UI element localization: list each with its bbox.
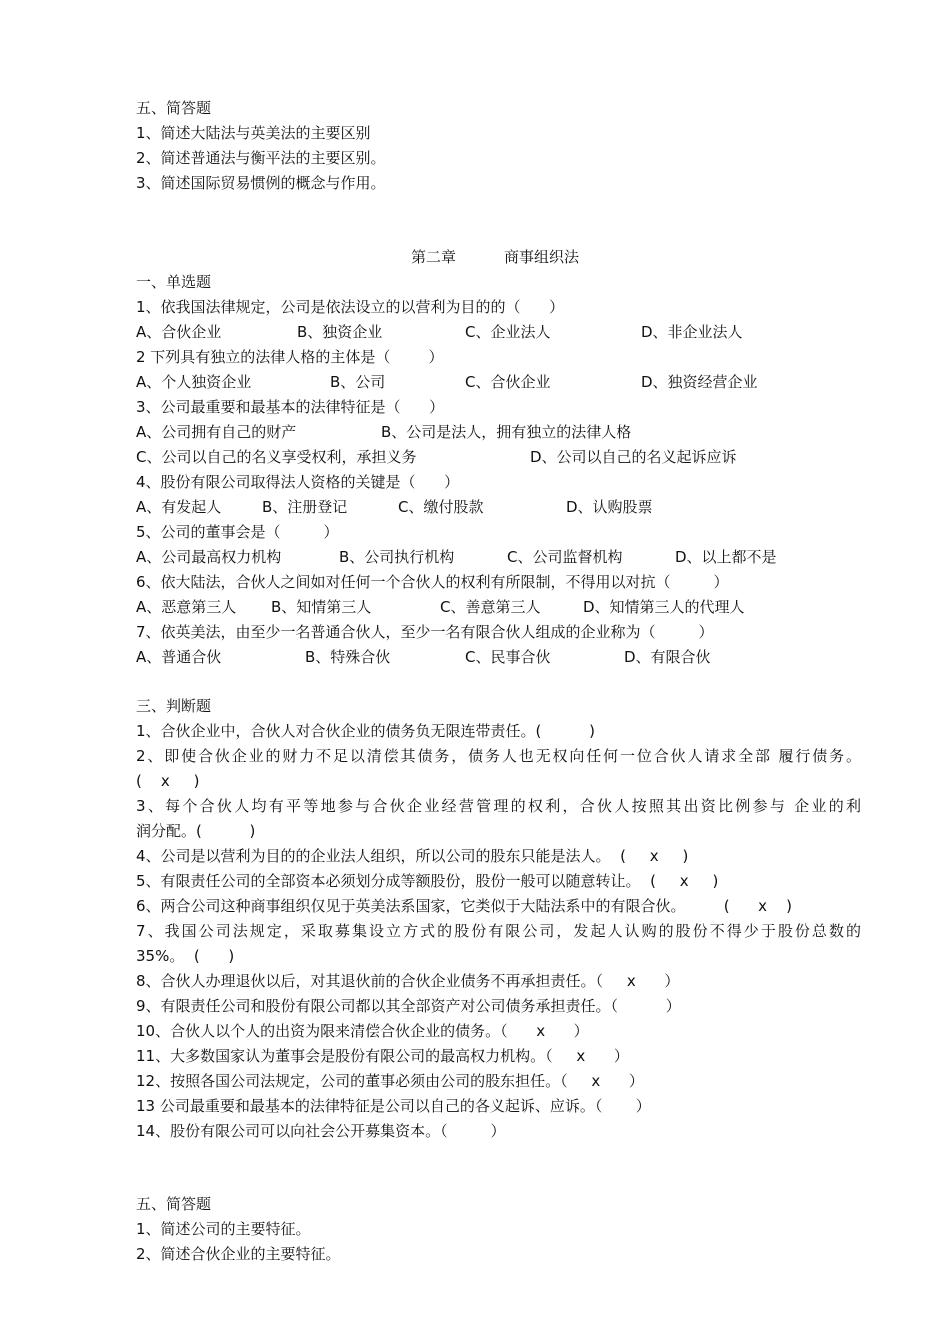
options-row <box>136 446 836 468</box>
option-d: D、以上都不是 <box>675 548 777 566</box>
question-stem: 1、依我国法律规定，公司是依法设立的以营利为目的的（ ） <box>136 298 565 316</box>
statement-text: 3、每个合伙人均有平等地参与合伙企业经营管理的权利，合伙人按照其出资比例参与 企业的利 <box>136 797 861 815</box>
statement-text: 8、合伙人办理退伙以后，对其退伙前的合伙企业债务不再承担责任。（ x ） <box>136 972 680 990</box>
statement-text: 12、按照各国公司法规定，公司的董事必须由公司的股东担任。（ x ） <box>136 1072 644 1090</box>
question-stem: 6、依大陆法，合伙人之间如对任何一个合伙人的权利有所限制，不得用以对抗（ ） <box>136 573 729 591</box>
question-stem: 3、公司最重要和最基本的法律特征是（ ） <box>136 398 445 416</box>
option-a: A、公司最高权力机构 <box>136 548 282 566</box>
question-text: 1、简述大陆法与英美法的主要区别 <box>136 124 371 142</box>
option-d: D、独资经营企业 <box>641 373 758 391</box>
option-b: B、公司 <box>330 373 386 391</box>
statement-text: 10、合伙人以个人的出资为限来清偿合伙企业的债务。（ x ） <box>136 1022 589 1040</box>
option-d: D、认购股票 <box>566 498 653 516</box>
option-d: D、知情第三人的代理人 <box>583 598 745 616</box>
question-stem: 7、依英美法，由至少一名普通合伙人，至少一名有限合伙人组成的企业称为（ ） <box>136 623 714 641</box>
option-a: A、个人独资企业 <box>136 373 252 391</box>
option-b: B、公司执行机构 <box>339 548 455 566</box>
options-row <box>136 646 836 668</box>
option-b: B、独资企业 <box>297 323 383 341</box>
question-text: 3、简述国际贸易惯例的概念与作用。 <box>136 174 386 192</box>
option-a: A、公司拥有自己的财产 <box>136 423 297 441</box>
question-text: 2、简述普通法与衡平法的主要区别。 <box>136 149 386 167</box>
option-a: A、恶意第三人 <box>136 598 237 616</box>
option-b: B、公司是法人，拥有独立的法律人格 <box>381 423 632 441</box>
chapter-title <box>0 246 950 268</box>
statement-text: 11、大多数国家认为董事会是股份有限公司的最高权力机构。（ x ） <box>136 1047 629 1065</box>
statement-text: 6、两合公司这种商事组织仅见于英美法系国家，它类似于大陆法系中的有限合伙。 ( x ) <box>136 897 792 915</box>
statement-text: 14、股份有限公司可以向社会公开募集资本。（ ） <box>136 1122 506 1140</box>
question-stem: 2 下列具有独立的法律人格的主体是（ ） <box>136 348 444 366</box>
question-text: 2、简述合伙企业的主要特征。 <box>136 1245 341 1263</box>
option-d: D、非企业法人 <box>641 323 743 341</box>
option-d: D、公司以自己的名义起诉应诉 <box>530 448 737 466</box>
option-a: A、合伙企业 <box>136 323 222 341</box>
statement-text: 5、有限责任公司的全部资本必须划分成等额股份，股份一般可以随意转让。 ( x ) <box>136 872 719 890</box>
statement-text: 7、我国公司法规定，采取募集设立方式的股份有限公司，发起人认购的股份不得少于股份总数的 <box>136 922 861 940</box>
option-c: C、公司以自己的名义享受权利，承担义务 <box>136 448 417 466</box>
question-stem: 5、公司的董事会是（ ） <box>136 523 339 541</box>
option-c: C、合伙企业 <box>465 373 551 391</box>
option-c: C、善意第三人 <box>440 598 541 616</box>
statement-text: 35%。 ( ) <box>136 947 235 965</box>
section-heading-short-answer: 五、简答题 <box>136 1195 212 1213</box>
statement-text: 13 公司最重要和最基本的法律特征是公司以自己的各义起诉、应诉。（ ） <box>136 1097 651 1115</box>
question-text: 1、简述公司的主要特征。 <box>136 1220 311 1238</box>
options-row <box>136 421 836 443</box>
statement-text: 9、有限责任公司和股份有限公司都以其全部资产对公司债务承担责任。（ ） <box>136 997 681 1015</box>
option-c: C、缴付股款 <box>398 498 484 516</box>
section-heading-short-answer: 五、简答题 <box>136 99 212 117</box>
section-heading-true-false: 三、判断题 <box>136 697 212 715</box>
answer-mark: ( x ) <box>136 772 200 790</box>
option-d: D、有限合伙 <box>624 648 711 666</box>
section-heading-single-choice: 一、单选题 <box>136 273 212 291</box>
options-row <box>136 546 836 568</box>
options-row <box>136 596 836 618</box>
option-b: B、特殊合伙 <box>305 648 391 666</box>
option-b: B、注册登记 <box>262 498 348 516</box>
options-row <box>136 321 836 343</box>
statement-text: 1、合伙企业中，合伙人对合伙企业的债务负无限连带责任。( ) <box>136 722 595 740</box>
option-a: A、有发起人 <box>136 498 222 516</box>
option-a: A、普通合伙 <box>136 648 222 666</box>
options-row <box>136 496 836 518</box>
statement-text: 4、公司是以营利为目的的企业法人组织，所以公司的股东只能是法人。 ( x ) <box>136 847 689 865</box>
statement-text: 2、即使合伙企业的财力不足以清偿其债务，债务人也无权向任何一位合伙人请求全部 履行债务。 <box>136 747 861 765</box>
statement-text: 润分配。( ) <box>136 822 256 840</box>
chapter-number: 第二章 <box>411 248 457 266</box>
option-c: C、公司监督机构 <box>507 548 623 566</box>
options-row <box>136 371 836 393</box>
option-c: C、企业法人 <box>465 323 551 341</box>
chapter-name: 商事组织法 <box>504 248 580 266</box>
option-c: C、民事合伙 <box>465 648 551 666</box>
option-b: B、知情第三人 <box>271 598 372 616</box>
question-stem: 4、股份有限公司取得法人资格的关键是（ ） <box>136 473 460 491</box>
